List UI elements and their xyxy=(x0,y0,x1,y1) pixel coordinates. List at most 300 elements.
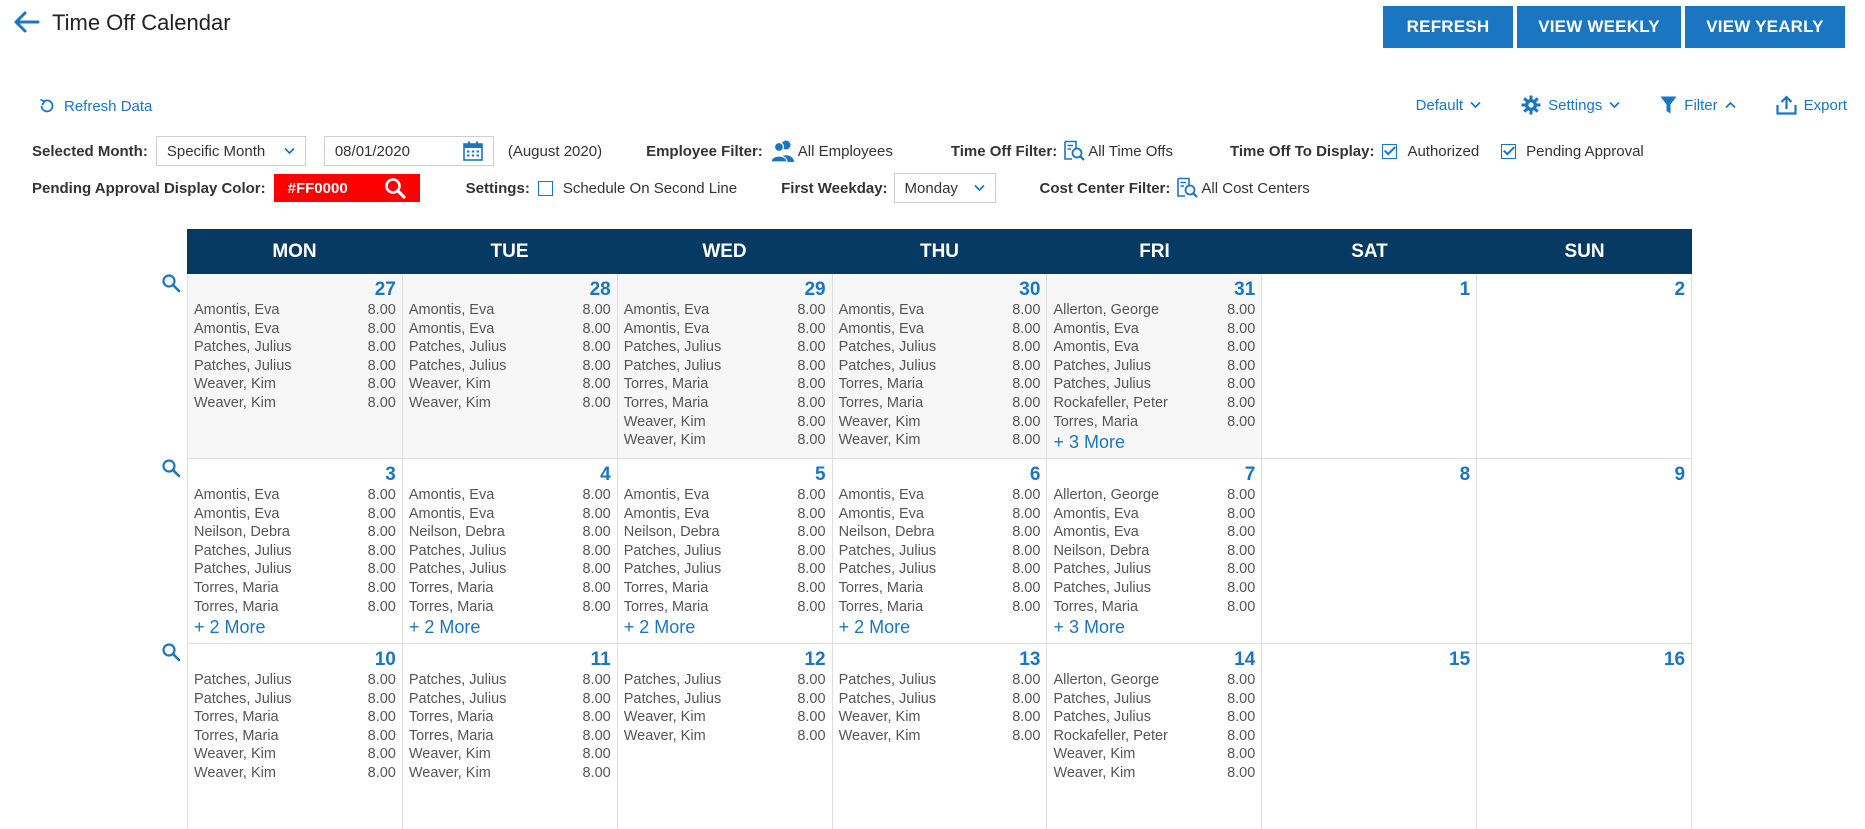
calendar-header xyxy=(187,229,1692,274)
time-off-entry[interactable] xyxy=(1053,394,1255,413)
entry-hours: 8.00 xyxy=(1012,598,1041,615)
entry-hours: 8.00 xyxy=(367,302,396,318)
calendar-day-cell[interactable] xyxy=(617,459,832,643)
calendar-day-cell[interactable] xyxy=(832,274,1047,458)
day-number[interactable]: 30 xyxy=(1019,279,1041,300)
day-number[interactable]: 27 xyxy=(374,279,396,300)
time-off-entry[interactable] xyxy=(1053,690,1255,709)
entry-hours: 8.00 xyxy=(582,487,611,503)
time-off-entry[interactable] xyxy=(624,394,826,413)
pending-approval-checkbox[interactable] xyxy=(1501,144,1516,159)
date-input[interactable] xyxy=(324,136,494,166)
time-off-entry[interactable] xyxy=(1053,375,1255,394)
entry-hours: 8.00 xyxy=(1227,302,1256,318)
more-entries-link[interactable]: + 2 More xyxy=(838,617,911,638)
time-off-entry[interactable] xyxy=(194,764,396,783)
time-off-entry[interactable] xyxy=(409,579,611,598)
entry-employee-name: Neilson, Debra xyxy=(1053,542,1150,559)
week-search-icon[interactable] xyxy=(161,642,181,662)
entry-hours: 8.00 xyxy=(1227,709,1256,726)
calendar-day-cell[interactable] xyxy=(617,644,832,829)
day-number[interactable]: 5 xyxy=(815,464,826,485)
time-off-entry[interactable] xyxy=(624,357,826,376)
entry-employee-name: Torres, Maria xyxy=(838,394,924,411)
entry-employee-name: Torres, Maria xyxy=(194,727,279,744)
time-off-entry[interactable] xyxy=(839,320,1041,339)
more-entries-link[interactable]: + 2 More xyxy=(408,617,481,638)
time-off-entry[interactable] xyxy=(194,320,396,339)
time-off-entry[interactable] xyxy=(1053,523,1255,542)
calendar-icon[interactable] xyxy=(463,141,483,161)
day-number[interactable]: 16 xyxy=(1663,649,1686,670)
entry-employee-name: Patches, Julius xyxy=(194,672,292,688)
time-off-entry[interactable] xyxy=(194,375,396,394)
time-off-entry[interactable] xyxy=(409,764,611,783)
time-off-entry[interactable] xyxy=(624,505,826,524)
time-off-entry[interactable] xyxy=(624,727,826,746)
default-label: Default xyxy=(1415,96,1464,114)
entry-employee-name: Amontis, Eva xyxy=(194,505,280,522)
export-label: Export xyxy=(1803,96,1847,114)
time-off-entry[interactable] xyxy=(839,523,1041,542)
time-off-entry[interactable] xyxy=(409,394,611,413)
time-off-entry[interactable] xyxy=(624,542,826,561)
time-off-entry[interactable] xyxy=(194,486,396,505)
entry-hours: 8.00 xyxy=(1227,487,1256,503)
calendar-day-cell[interactable] xyxy=(1261,644,1476,829)
entry-employee-name: Weaver, Kim xyxy=(194,394,276,411)
time-off-entry[interactable] xyxy=(839,486,1041,505)
employee-filter-value[interactable]: All Employees xyxy=(797,142,893,160)
time-off-entry[interactable] xyxy=(624,523,826,542)
entry-employee-name: Torres, Maria xyxy=(623,598,709,615)
entry-hours: 8.00 xyxy=(797,727,826,744)
day-number[interactable]: 3 xyxy=(385,464,396,485)
time-off-entry[interactable] xyxy=(409,338,611,357)
time-off-entry[interactable] xyxy=(194,690,396,709)
day-number[interactable]: 6 xyxy=(1029,464,1041,485)
time-off-filter-value[interactable]: All Time Offs xyxy=(1088,142,1173,160)
entry-employee-name: Amontis, Eva xyxy=(408,487,495,503)
time-off-entry[interactable] xyxy=(409,671,611,690)
time-off-entry[interactable] xyxy=(624,598,826,617)
day-number[interactable]: 15 xyxy=(1449,649,1471,670)
cost-center-filter-value[interactable]: All Cost Centers xyxy=(1201,179,1310,197)
entry-employee-name: Weaver, Kim xyxy=(623,709,706,726)
time-off-entry[interactable] xyxy=(839,598,1041,617)
time-off-entry[interactable] xyxy=(1053,486,1255,505)
entry-hours: 8.00 xyxy=(1012,320,1041,337)
time-off-display-label: Time Off To Display: xyxy=(1229,142,1375,160)
calendar-day-cell[interactable] xyxy=(402,459,617,643)
entry-hours: 8.00 xyxy=(1012,413,1041,430)
day-number[interactable]: 4 xyxy=(600,464,611,485)
entry-employee-name: Torres, Maria xyxy=(623,579,709,596)
entry-hours: 8.00 xyxy=(1227,505,1256,522)
schedule-second-line-checkbox[interactable] xyxy=(538,181,553,196)
day-number[interactable]: 1 xyxy=(1459,279,1471,300)
time-off-entry[interactable] xyxy=(839,505,1041,524)
time-off-entry[interactable] xyxy=(409,375,611,394)
time-off-entry[interactable] xyxy=(839,413,1041,432)
entry-hours: 8.00 xyxy=(1227,376,1256,393)
day-number[interactable]: 12 xyxy=(804,649,826,670)
calendar-week-row xyxy=(187,644,1692,829)
time-off-entry[interactable] xyxy=(1053,542,1255,561)
entry-employee-name: Neilson, Debra xyxy=(408,524,505,541)
entry-employee-name: Amontis, Eva xyxy=(623,487,710,503)
entry-employee-name: Patches, Julius xyxy=(408,690,507,707)
calendar-day-cell[interactable] xyxy=(1261,274,1476,458)
time-off-entry[interactable] xyxy=(1053,505,1255,524)
calendar-day-cell[interactable] xyxy=(187,644,402,829)
entry-hours: 8.00 xyxy=(367,579,396,596)
day-number[interactable]: 2 xyxy=(1674,279,1686,300)
time-off-entry[interactable] xyxy=(409,357,611,376)
time-off-entry[interactable] xyxy=(409,542,611,561)
weekday-header: WED xyxy=(702,240,747,262)
calendar-day-cell[interactable] xyxy=(1476,459,1692,643)
view-yearly-button[interactable]: VIEW YEARLY xyxy=(1685,6,1845,48)
entry-employee-name: Torres, Maria xyxy=(1053,598,1139,615)
chevron-down-icon xyxy=(284,147,295,155)
time-off-entry[interactable] xyxy=(194,560,396,579)
time-off-entry[interactable] xyxy=(1053,320,1255,339)
more-entries-link[interactable]: + 3 More xyxy=(1053,432,1125,453)
time-off-entry[interactable] xyxy=(194,727,396,746)
time-off-entry[interactable] xyxy=(624,320,826,339)
time-off-entry[interactable] xyxy=(194,598,396,617)
search-icon[interactable] xyxy=(384,177,406,199)
time-off-entry[interactable] xyxy=(1053,560,1255,579)
time-off-entry[interactable] xyxy=(194,523,396,542)
time-off-entry[interactable] xyxy=(624,338,826,357)
entry-hours: 8.00 xyxy=(582,690,611,707)
time-off-entry[interactable] xyxy=(409,690,611,709)
entry-hours: 8.00 xyxy=(1227,357,1256,374)
entry-employee-name: Patches, Julius xyxy=(408,542,507,559)
time-off-entry[interactable] xyxy=(624,560,826,579)
selected-month-select[interactable] xyxy=(156,136,306,166)
calendar-day-cell[interactable] xyxy=(1046,459,1261,643)
entry-hours: 8.00 xyxy=(1227,598,1256,615)
time-off-entry[interactable] xyxy=(624,671,826,690)
export-button[interactable] xyxy=(1776,95,1847,115)
time-off-entry[interactable] xyxy=(194,394,396,413)
entry-employee-name: Patches, Julius xyxy=(838,339,937,356)
week-search-icon[interactable] xyxy=(161,458,181,478)
entry-hours: 8.00 xyxy=(1227,746,1256,763)
filter-row-2 xyxy=(32,173,1310,203)
time-off-entry[interactable] xyxy=(1053,338,1255,357)
time-off-entry[interactable] xyxy=(1053,301,1255,320)
time-off-entry[interactable] xyxy=(1053,727,1255,746)
time-off-entry[interactable] xyxy=(409,727,611,746)
chevron-down-icon xyxy=(1470,101,1481,109)
time-off-entry[interactable] xyxy=(194,745,396,764)
calendar-day-cell[interactable] xyxy=(832,459,1047,643)
time-off-entry[interactable] xyxy=(839,727,1041,746)
entry-employee-name: Patches, Julius xyxy=(1053,376,1151,393)
time-off-entry[interactable] xyxy=(409,523,611,542)
time-off-entry[interactable] xyxy=(194,579,396,598)
default-view-dropdown[interactable] xyxy=(1416,97,1482,114)
time-off-entry[interactable] xyxy=(624,375,826,394)
day-number[interactable]: 10 xyxy=(374,649,396,670)
entry-hours: 8.00 xyxy=(1012,487,1041,503)
entry-employee-name: Weaver, Kim xyxy=(838,727,921,744)
time-off-entry[interactable] xyxy=(409,320,611,339)
calendar-day-cell[interactable] xyxy=(402,644,617,829)
refresh-button[interactable]: REFRESH xyxy=(1383,6,1513,48)
time-off-entry[interactable] xyxy=(194,301,396,320)
entry-employee-name: Patches, Julius xyxy=(408,357,507,374)
entry-hours: 8.00 xyxy=(367,764,396,781)
entry-hours: 8.00 xyxy=(797,579,826,596)
entry-hours: 8.00 xyxy=(797,709,826,726)
entry-hours: 8.00 xyxy=(582,598,611,615)
time-off-entry[interactable] xyxy=(194,671,396,690)
refresh-data-label: Refresh Data xyxy=(64,97,153,115)
entry-employee-name: Weaver, Kim xyxy=(623,413,706,430)
entry-hours: 8.00 xyxy=(367,357,396,374)
entry-hours: 8.00 xyxy=(582,709,611,726)
time-off-entry[interactable] xyxy=(1053,764,1255,783)
back-arrow-icon[interactable] xyxy=(12,10,40,34)
entry-hours: 8.00 xyxy=(1227,764,1256,781)
export-icon xyxy=(1776,95,1797,115)
entry-hours: 8.00 xyxy=(797,357,826,374)
entry-hours: 8.00 xyxy=(1012,505,1041,522)
more-entries-link[interactable]: + 2 More xyxy=(194,617,266,638)
pending-color-value: #FF0000 xyxy=(287,179,348,197)
time-off-entry[interactable] xyxy=(839,431,1041,450)
settings-dropdown[interactable] xyxy=(1521,95,1620,115)
day-number[interactable]: 28 xyxy=(589,279,611,300)
time-off-entry[interactable] xyxy=(839,357,1041,376)
entry-hours: 8.00 xyxy=(582,579,611,596)
page-title: Time Off Calendar xyxy=(52,10,231,35)
entry-hours: 8.00 xyxy=(582,746,611,763)
weekday-header: THU xyxy=(919,240,960,262)
day-number[interactable]: 8 xyxy=(1459,464,1471,485)
more-entries-link[interactable]: + 3 More xyxy=(1053,617,1125,638)
settings-label: Settings xyxy=(1548,96,1603,114)
time-off-entry[interactable] xyxy=(624,708,826,727)
filter-row-1 xyxy=(32,136,1644,166)
date-value: 08/01/2020 xyxy=(334,142,410,160)
entry-employee-name: Torres, Maria xyxy=(194,598,279,615)
entry-hours: 8.00 xyxy=(797,413,826,430)
calendar-day-cell[interactable] xyxy=(187,459,402,643)
calendar-day-cell[interactable] xyxy=(1046,644,1261,829)
calendar-day-cell[interactable] xyxy=(1476,644,1692,829)
day-number[interactable]: 7 xyxy=(1244,464,1256,485)
day-number[interactable]: 31 xyxy=(1234,279,1256,300)
employee-filter-label: Employee Filter: xyxy=(646,142,763,160)
calendar-day-cell[interactable] xyxy=(402,274,617,458)
time-off-entry[interactable] xyxy=(1053,579,1255,598)
day-number[interactable]: 14 xyxy=(1234,649,1256,670)
entry-employee-name: Amontis, Eva xyxy=(838,505,924,522)
entry-hours: 8.00 xyxy=(1227,339,1256,356)
time-off-entry[interactable] xyxy=(839,542,1041,561)
pending-color-picker[interactable] xyxy=(274,174,420,202)
entry-employee-name: Weaver, Kim xyxy=(194,764,276,781)
time-off-entry[interactable] xyxy=(409,598,611,617)
entry-hours: 8.00 xyxy=(367,542,396,559)
time-off-entry[interactable] xyxy=(194,542,396,561)
entry-hours: 8.00 xyxy=(1012,579,1041,596)
first-weekday-value: Monday xyxy=(904,179,958,197)
entry-hours: 8.00 xyxy=(797,302,826,318)
time-off-entry[interactable] xyxy=(409,505,611,524)
time-off-entry[interactable] xyxy=(624,579,826,598)
entry-hours: 8.00 xyxy=(797,505,826,522)
time-off-entry[interactable] xyxy=(194,708,396,727)
entry-hours: 8.00 xyxy=(367,487,396,503)
time-off-entry[interactable] xyxy=(194,505,396,524)
time-off-entry[interactable] xyxy=(1053,598,1255,617)
more-entries-link[interactable]: + 2 More xyxy=(623,617,696,638)
time-off-entry[interactable] xyxy=(409,708,611,727)
calendar-body xyxy=(187,274,1692,829)
entry-hours: 8.00 xyxy=(582,524,611,541)
day-number[interactable]: 11 xyxy=(590,649,611,670)
entry-hours: 8.00 xyxy=(1227,672,1256,688)
day-number[interactable]: 13 xyxy=(1019,649,1041,670)
entry-employee-name: Torres, Maria xyxy=(838,598,924,615)
time-off-entry[interactable] xyxy=(1053,671,1255,690)
entry-hours: 8.00 xyxy=(1227,727,1256,744)
entry-employee-name: Amontis, Eva xyxy=(1053,524,1139,541)
entry-hours: 8.00 xyxy=(582,376,611,393)
first-weekday-select[interactable] xyxy=(894,173,996,203)
time-off-lookup-icon[interactable] xyxy=(1063,140,1085,162)
entry-hours: 8.00 xyxy=(1227,320,1256,337)
entry-employee-name: Amontis, Eva xyxy=(838,302,924,318)
time-off-entry[interactable] xyxy=(194,338,396,357)
time-off-entry[interactable] xyxy=(624,413,826,432)
entry-hours: 8.00 xyxy=(367,746,396,763)
time-off-entry[interactable] xyxy=(1053,708,1255,727)
weekday-header: TUE xyxy=(490,240,529,262)
time-off-entry[interactable] xyxy=(839,690,1041,709)
time-off-entry[interactable] xyxy=(409,301,611,320)
employees-icon[interactable] xyxy=(769,139,797,163)
day-number[interactable]: 29 xyxy=(804,279,826,300)
time-off-entry[interactable] xyxy=(1053,357,1255,376)
authorized-checkbox[interactable] xyxy=(1382,144,1397,159)
entry-employee-name: Patches, Julius xyxy=(194,339,292,356)
calendar-day-cell[interactable] xyxy=(1046,274,1261,458)
time-off-entry[interactable] xyxy=(839,671,1041,690)
time-off-entry[interactable] xyxy=(1053,413,1255,432)
entry-hours: 8.00 xyxy=(1227,690,1256,707)
weekday-header: MON xyxy=(272,240,317,262)
entry-hours: 8.00 xyxy=(367,672,396,688)
time-off-entry[interactable] xyxy=(839,708,1041,727)
entry-hours: 8.00 xyxy=(367,690,396,707)
entry-employee-name: Amontis, Eva xyxy=(1053,320,1139,337)
time-off-entry[interactable] xyxy=(409,745,611,764)
filter-label: Filter xyxy=(1684,96,1718,114)
time-off-entry[interactable] xyxy=(409,560,611,579)
time-off-entry[interactable] xyxy=(839,560,1041,579)
entry-hours: 8.00 xyxy=(1012,709,1041,726)
calendar-day-cell[interactable] xyxy=(187,274,402,458)
calendar-day-cell[interactable] xyxy=(617,274,832,458)
entry-employee-name: Patches, Julius xyxy=(408,561,507,578)
entry-employee-name: Weaver, Kim xyxy=(194,376,276,393)
entry-employee-name: Weaver, Kim xyxy=(408,764,491,781)
entry-employee-name: Patches, Julius xyxy=(1053,579,1151,596)
time-off-entry[interactable] xyxy=(624,486,826,505)
entry-employee-name: Amontis, Eva xyxy=(408,505,495,522)
time-off-entry[interactable] xyxy=(839,375,1041,394)
entry-employee-name: Torres, Maria xyxy=(838,579,924,596)
time-off-entry[interactable] xyxy=(624,431,826,450)
filter-toggle[interactable] xyxy=(1660,96,1735,115)
selected-month-value: Specific Month xyxy=(166,142,266,160)
filter-funnel-icon xyxy=(1660,96,1677,115)
entry-hours: 8.00 xyxy=(1227,561,1256,578)
entry-employee-name: Patches, Julius xyxy=(1053,357,1151,374)
entry-hours: 8.00 xyxy=(797,690,826,707)
time-off-entry[interactable] xyxy=(839,579,1041,598)
calendar-day-cell[interactable] xyxy=(1261,459,1476,643)
entry-employee-name: Weaver, Kim xyxy=(838,709,921,726)
time-off-entry[interactable] xyxy=(194,357,396,376)
entry-employee-name: Patches, Julius xyxy=(838,672,937,688)
day-number[interactable]: 9 xyxy=(1674,464,1686,485)
entry-employee-name: Weaver, Kim xyxy=(408,376,491,393)
entry-employee-name: Amontis, Eva xyxy=(838,320,924,337)
time-off-entry[interactable] xyxy=(839,338,1041,357)
entry-hours: 8.00 xyxy=(1012,561,1041,578)
time-off-entry[interactable] xyxy=(839,301,1041,320)
entry-hours: 8.00 xyxy=(582,394,611,411)
entry-employee-name: Torres, Maria xyxy=(194,709,279,726)
time-off-entry[interactable] xyxy=(409,486,611,505)
entry-employee-name: Weaver, Kim xyxy=(623,727,706,744)
entry-employee-name: Torres, Maria xyxy=(408,579,494,596)
entry-employee-name: Torres, Maria xyxy=(838,376,924,393)
top-button-group xyxy=(1383,6,1845,48)
time-off-entry[interactable] xyxy=(624,690,826,709)
time-off-entry[interactable] xyxy=(1053,745,1255,764)
entry-hours: 8.00 xyxy=(1012,357,1041,374)
view-weekly-button[interactable]: VIEW WEEKLY xyxy=(1517,6,1681,48)
toolbar-right xyxy=(1416,95,1847,115)
schedule-second-line-label: Schedule On Second Line xyxy=(562,179,738,197)
entry-hours: 8.00 xyxy=(367,505,396,522)
time-off-entry[interactable] xyxy=(624,301,826,320)
entry-hours: 8.00 xyxy=(582,727,611,744)
time-off-entry[interactable] xyxy=(839,394,1041,413)
entry-hours: 8.00 xyxy=(1227,579,1256,596)
entry-employee-name: Neilson, Debra xyxy=(194,524,290,541)
calendar-day-cell[interactable] xyxy=(832,644,1047,829)
entry-hours: 8.00 xyxy=(1227,413,1256,430)
cost-center-lookup-icon[interactable] xyxy=(1176,177,1198,199)
calendar-day-cell[interactable] xyxy=(1476,274,1692,458)
entry-employee-name: Patches, Julius xyxy=(408,672,507,688)
refresh-data-link[interactable] xyxy=(38,97,152,115)
entry-hours: 8.00 xyxy=(1012,542,1041,559)
week-search-icon[interactable] xyxy=(161,273,181,293)
entry-hours: 8.00 xyxy=(582,302,611,318)
